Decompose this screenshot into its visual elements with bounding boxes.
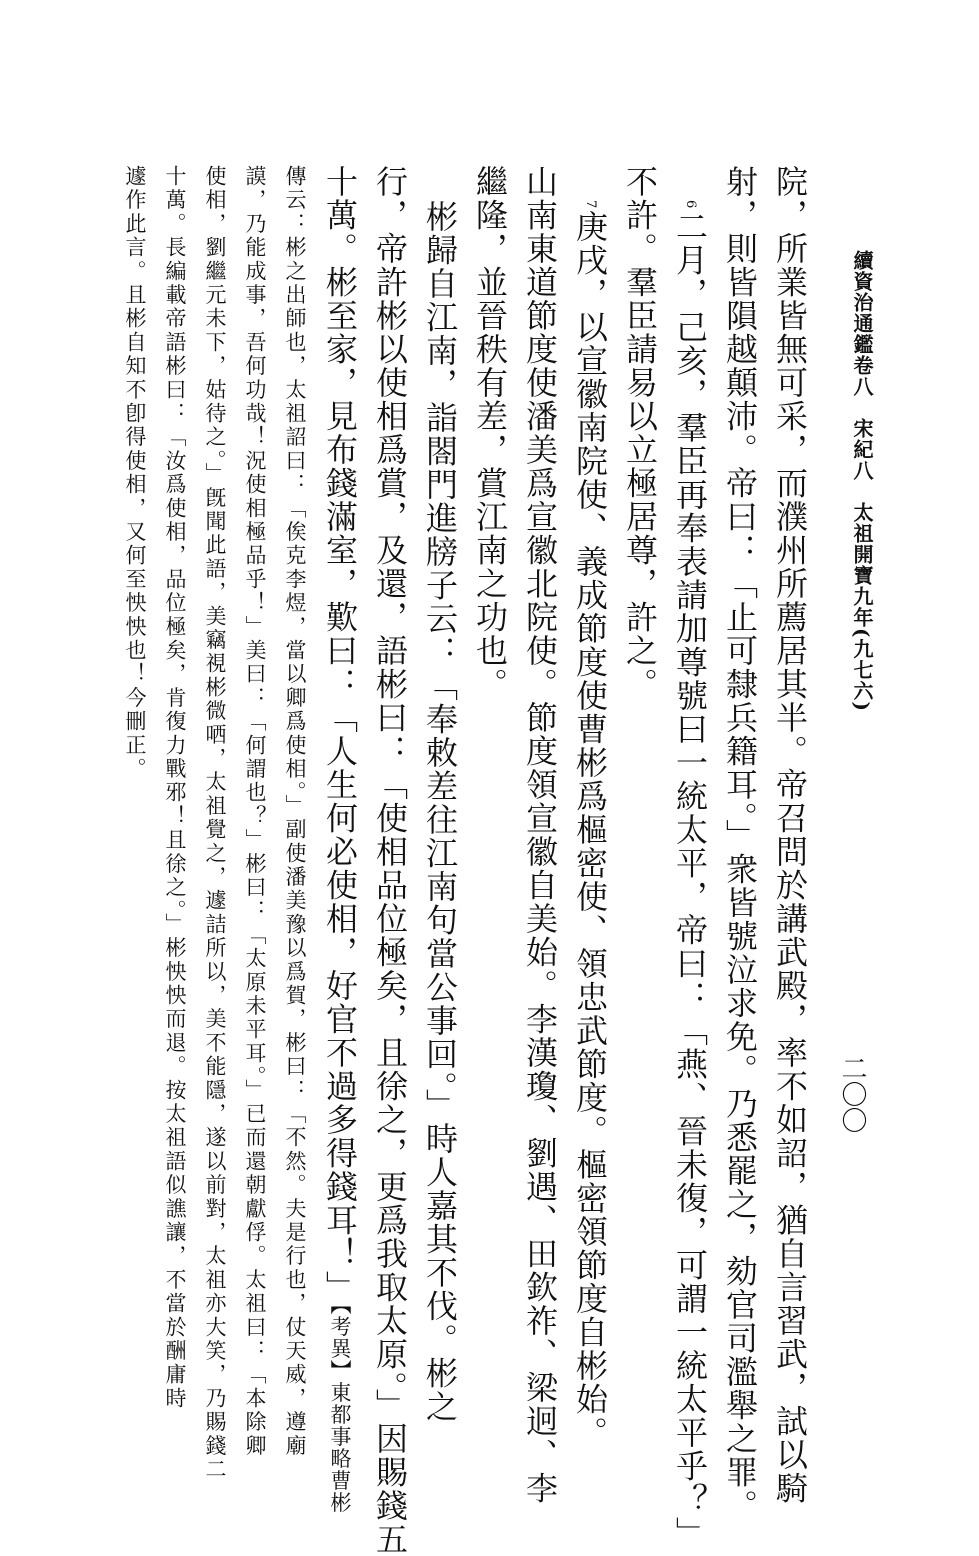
text-column: 行，帝許彬以使相爲賞，及還，語彬曰：「使相品位極矣，且徐之，更爲我取太原。」因賜錢五 bbox=[371, 165, 409, 1556]
text-column: 繼隆，並晉秩有差，賞江南之功也。 bbox=[471, 165, 509, 701]
annotation-column: 謨，乃能成事，吾何功哉！況使相極品乎！」美曰：「何謂也？」彬曰：「太原未平耳。」已而還朝獻俘。太祖曰：「本除卿 bbox=[243, 165, 267, 1458]
annotation-column: 遽作此言。且彬自知不卽得使相，又何至怏怏也！今刪正。 bbox=[123, 165, 147, 782]
text-column: 山南東道節度使潘美爲宣徽北院使。節度領宣徽自美始。李漢瓊、劉遇、田欽祚、梁迥、李 bbox=[521, 165, 559, 1505]
text-column: 十萬。彬至家，見布錢滿室，歎曰：「人生何必使相，好官不過多得錢耳！」【考異】東都事略曹彬 bbox=[321, 165, 359, 1514]
page-number: 二〇〇 bbox=[837, 1055, 867, 1133]
note-number: 7 bbox=[583, 200, 598, 210]
text-column: 彬歸自江南，詣閤門進牓子云：「奉敕差往江南句當公事回。」時人嘉其不伐。彬之 bbox=[421, 200, 459, 1424]
text-column: 射，則皆隕越顛沛。帝曰：「止可隸兵籍耳。」衆皆號泣求免。乃悉罷之，劾官司濫舉之罪。 bbox=[721, 165, 759, 1523]
text-column: 6二月，己亥，羣臣再奉表請加尊號曰一統太平，帝曰：「燕、晉未復，可謂一統太平乎？」 bbox=[671, 200, 709, 1550]
text-column: 7庚戌，以宣徽南院使、義成節度使曹彬爲樞密使、領忠武節度。樞密領節度自彬始。 bbox=[571, 200, 609, 1450]
annotation-column: 使相，劉繼元未下，姑待之。」旣聞此語，美竊視彬微哂，太祖覺之，遽詰所以，美不能隱，遂以前對，太祖亦大笑，乃賜錢二 bbox=[203, 165, 227, 1482]
text-column: 院，所業皆無可采，而濮州所薦居其半。帝召問於講武殿，率不如詔，猶自言習武，試以騎 bbox=[771, 165, 809, 1505]
text-column: 不許。羣臣請易以立極居尊，許之。 bbox=[621, 165, 659, 701]
kaoyi-note: 【考異】東都事略曹彬 bbox=[328, 1304, 352, 1514]
running-head: 續資治通鑑卷八 宋紀八 太祖開寶九年(九七六) bbox=[850, 250, 874, 712]
annotation-column: 十萬。長編載帝語彬曰：「汝爲使相，品位極矣，肯復力戰邪！且徐之。」彬怏怏而退。按太祖語似譙讓，不當於酬庸時 bbox=[163, 165, 187, 1411]
note-number: 6 bbox=[683, 200, 698, 210]
annotation-column: 傳云：彬之出師也，太祖詔曰：「俟克李煜，當以卿爲使相。」副使潘美豫以爲賀，彬曰：「不然。夫是行也，仗天威，遵廟 bbox=[283, 165, 307, 1458]
